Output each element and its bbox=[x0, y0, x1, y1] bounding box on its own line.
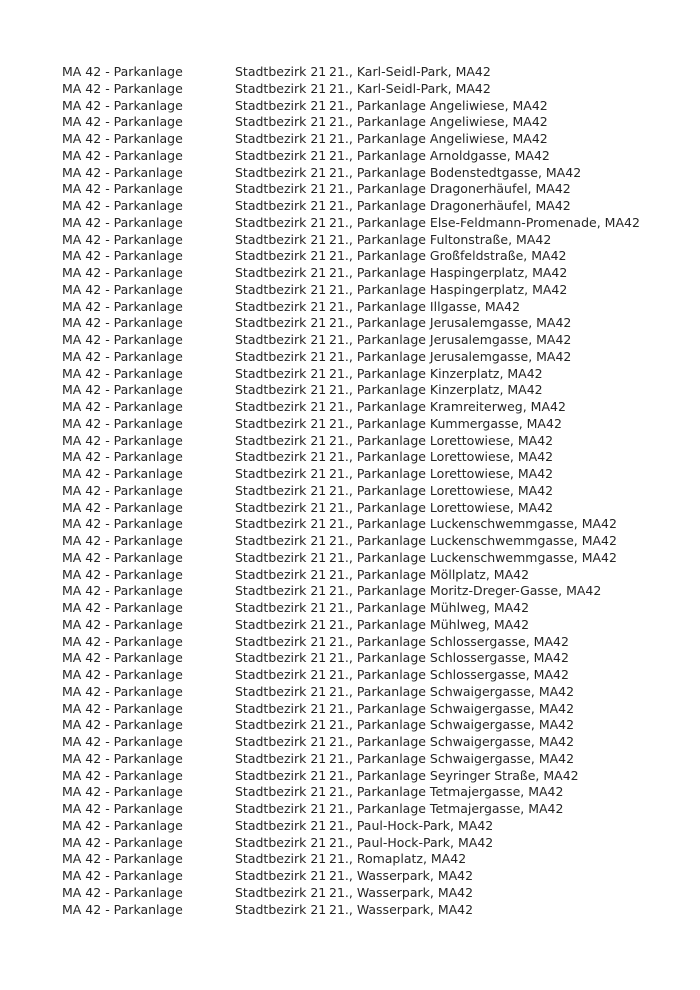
location-cell: 21., Parkanlage Mühlweg, MA42 bbox=[329, 600, 530, 615]
table-row bbox=[62, 165, 680, 182]
district-cell: Stadtbezirk 21 bbox=[235, 683, 327, 699]
table-row bbox=[62, 299, 680, 316]
table-row bbox=[62, 902, 680, 919]
department-cell: MA 42 - Parkanlage bbox=[62, 382, 183, 398]
district-cell: Stadtbezirk 21 bbox=[235, 533, 327, 548]
location-cell: 21., Wasserpark, MA42 bbox=[329, 868, 474, 883]
department-cell: MA 42 - Parkanlage bbox=[62, 901, 183, 917]
table-row bbox=[62, 768, 680, 785]
location-cell: 21., Parkanlage Schlossergasse, MA42 bbox=[329, 650, 569, 666]
table-row bbox=[62, 684, 680, 701]
district-cell: Stadtbezirk 21 bbox=[235, 482, 327, 498]
department-cell: MA 42 - Parkanlage bbox=[62, 131, 183, 146]
district-cell: Stadtbezirk 21 bbox=[235, 801, 327, 816]
department-cell: MA 42 - Parkanlage bbox=[62, 533, 183, 548]
department-cell: MA 42 - Parkanlage bbox=[62, 734, 183, 749]
location-cell: 21., Romaplatz, MA42 bbox=[329, 851, 467, 867]
district-cell: Stadtbezirk 21 bbox=[235, 281, 327, 297]
district-cell: Stadtbezirk 21 bbox=[235, 399, 327, 414]
district-cell: Stadtbezirk 21 bbox=[235, 198, 327, 213]
district-cell: Stadtbezirk 21 bbox=[235, 817, 327, 833]
district-cell: Stadtbezirk 21 bbox=[235, 147, 327, 163]
district-cell: Stadtbezirk 21 bbox=[235, 784, 327, 800]
department-cell: MA 42 - Parkanlage bbox=[62, 281, 183, 297]
department-cell: MA 42 - Parkanlage bbox=[62, 750, 183, 766]
table-row bbox=[62, 784, 680, 801]
location-cell: 21., Parkanlage Jerusalemgasse, MA42 bbox=[329, 348, 572, 364]
district-cell: Stadtbezirk 21 bbox=[235, 231, 327, 247]
location-cell: 21., Wasserpark, MA42 bbox=[329, 901, 474, 917]
department-cell: MA 42 - Parkanlage bbox=[62, 817, 183, 833]
district-cell: Stadtbezirk 21 bbox=[235, 97, 327, 113]
district-cell: Stadtbezirk 21 bbox=[235, 700, 327, 716]
table-row bbox=[62, 315, 680, 332]
district-cell: Stadtbezirk 21 bbox=[235, 265, 327, 280]
location-cell: 21., Parkanlage Tetmajergasse, MA42 bbox=[329, 784, 564, 800]
location-cell: 21., Parkanlage Arnoldgasse, MA42 bbox=[329, 147, 550, 163]
department-cell: MA 42 - Parkanlage bbox=[62, 147, 183, 163]
department-cell: MA 42 - Parkanlage bbox=[62, 683, 183, 699]
department-cell: MA 42 - Parkanlage bbox=[62, 348, 183, 364]
location-cell: 21., Parkanlage Moritz-Dreger-Gasse, MA42 bbox=[329, 583, 602, 599]
department-cell: MA 42 - Parkanlage bbox=[62, 97, 183, 113]
location-cell: 21., Parkanlage Luckenschwemmgasse, MA42 bbox=[329, 549, 617, 565]
location-cell: 21., Karl-Seidl-Park, MA42 bbox=[329, 64, 491, 79]
department-cell: MA 42 - Parkanlage bbox=[62, 231, 183, 247]
location-cell: 21., Parkanlage Haspingerplatz, MA42 bbox=[329, 265, 568, 280]
location-cell: 21., Parkanlage Dragonerhäufel, MA42 bbox=[329, 198, 571, 213]
location-cell: 21., Parkanlage Jerusalemgasse, MA42 bbox=[329, 315, 572, 331]
location-cell: 21., Parkanlage Großfeldstraße, MA42 bbox=[329, 248, 567, 264]
department-cell: MA 42 - Parkanlage bbox=[62, 114, 183, 130]
table-row bbox=[62, 198, 680, 215]
table-row bbox=[62, 885, 680, 902]
department-cell: MA 42 - Parkanlage bbox=[62, 667, 183, 682]
location-cell: 21., Parkanlage Fultonstraße, MA42 bbox=[329, 231, 552, 247]
table-row bbox=[62, 181, 680, 198]
department-cell: MA 42 - Parkanlage bbox=[62, 499, 183, 515]
table-row bbox=[62, 801, 680, 818]
department-cell: MA 42 - Parkanlage bbox=[62, 265, 183, 280]
table-row bbox=[62, 634, 680, 651]
department-cell: MA 42 - Parkanlage bbox=[62, 365, 183, 381]
department-cell: MA 42 - Parkanlage bbox=[62, 449, 183, 465]
location-cell: 21., Paul-Hock-Park, MA42 bbox=[329, 834, 494, 850]
location-cell: 21., Parkanlage Schlossergasse, MA42 bbox=[329, 633, 569, 649]
department-cell: MA 42 - Parkanlage bbox=[62, 717, 183, 733]
table-row bbox=[62, 500, 680, 517]
department-cell: MA 42 - Parkanlage bbox=[62, 482, 183, 498]
district-cell: Stadtbezirk 21 bbox=[235, 516, 327, 532]
table-row bbox=[62, 516, 680, 533]
department-cell: MA 42 - Parkanlage bbox=[62, 700, 183, 716]
district-cell: Stadtbezirk 21 bbox=[235, 583, 327, 599]
department-cell: MA 42 - Parkanlage bbox=[62, 583, 183, 599]
location-cell: 21., Parkanlage Lorettowiese, MA42 bbox=[329, 499, 554, 515]
department-cell: MA 42 - Parkanlage bbox=[62, 432, 183, 448]
district-cell: Stadtbezirk 21 bbox=[235, 332, 327, 347]
district-cell: Stadtbezirk 21 bbox=[235, 616, 327, 632]
district-cell: Stadtbezirk 21 bbox=[235, 750, 327, 766]
district-cell: Stadtbezirk 21 bbox=[235, 248, 327, 264]
location-cell: 21., Parkanlage Angeliwiese, MA42 bbox=[329, 131, 548, 146]
location-cell: 21., Parkanlage Lorettowiese, MA42 bbox=[329, 449, 554, 465]
location-cell: 21., Parkanlage Kinzerplatz, MA42 bbox=[329, 365, 543, 381]
district-cell: Stadtbezirk 21 bbox=[235, 650, 327, 666]
table-row bbox=[62, 98, 680, 115]
department-cell: MA 42 - Parkanlage bbox=[62, 650, 183, 666]
district-cell: Stadtbezirk 21 bbox=[235, 315, 327, 331]
district-cell: Stadtbezirk 21 bbox=[235, 549, 327, 565]
table-row bbox=[62, 650, 680, 667]
department-cell: MA 42 - Parkanlage bbox=[62, 851, 183, 867]
table-row bbox=[62, 332, 680, 349]
location-cell: 21., Parkanlage Angeliwiese, MA42 bbox=[329, 114, 548, 130]
district-cell: Stadtbezirk 21 bbox=[235, 734, 327, 749]
table-row bbox=[62, 868, 680, 885]
location-cell: 21., Parkanlage Schwaigergasse, MA42 bbox=[329, 700, 575, 716]
department-cell: MA 42 - Parkanlage bbox=[62, 566, 183, 582]
table-row bbox=[62, 349, 680, 366]
district-cell: Stadtbezirk 21 bbox=[235, 600, 327, 615]
department-cell: MA 42 - Parkanlage bbox=[62, 315, 183, 331]
table-row bbox=[62, 265, 680, 282]
table-row bbox=[62, 148, 680, 165]
district-cell: Stadtbezirk 21 bbox=[235, 365, 327, 381]
table-row bbox=[62, 550, 680, 567]
table-row bbox=[62, 382, 680, 399]
table-row bbox=[62, 433, 680, 450]
district-cell: Stadtbezirk 21 bbox=[235, 884, 327, 900]
table-row bbox=[62, 248, 680, 265]
table-row bbox=[62, 282, 680, 299]
table-row bbox=[62, 717, 680, 734]
location-cell: 21., Wasserpark, MA42 bbox=[329, 884, 474, 900]
location-cell: 21., Parkanlage Kramreiterweg, MA42 bbox=[329, 399, 566, 414]
department-cell: MA 42 - Parkanlage bbox=[62, 80, 183, 96]
location-cell: 21., Parkanlage Möllplatz, MA42 bbox=[329, 566, 530, 582]
location-cell: 21., Parkanlage Schlossergasse, MA42 bbox=[329, 667, 569, 682]
district-cell: Stadtbezirk 21 bbox=[235, 298, 327, 314]
district-cell: Stadtbezirk 21 bbox=[235, 868, 327, 883]
table-row bbox=[62, 851, 680, 868]
location-cell: 21., Parkanlage Kummergasse, MA42 bbox=[329, 415, 562, 431]
location-cell: 21., Parkanlage Angeliwiese, MA42 bbox=[329, 97, 548, 113]
department-cell: MA 42 - Parkanlage bbox=[62, 198, 183, 213]
table-row bbox=[62, 449, 680, 466]
location-cell: 21., Karl-Seidl-Park, MA42 bbox=[329, 80, 491, 96]
table-row bbox=[62, 567, 680, 584]
location-cell: 21., Paul-Hock-Park, MA42 bbox=[329, 817, 494, 833]
location-cell: 21., Parkanlage Mühlweg, MA42 bbox=[329, 616, 530, 632]
district-cell: Stadtbezirk 21 bbox=[235, 449, 327, 465]
location-cell: 21., Parkanlage Jerusalemgasse, MA42 bbox=[329, 332, 572, 347]
department-cell: MA 42 - Parkanlage bbox=[62, 549, 183, 565]
table-row bbox=[62, 751, 680, 768]
table-row bbox=[62, 533, 680, 550]
table-row bbox=[62, 667, 680, 684]
department-cell: MA 42 - Parkanlage bbox=[62, 214, 183, 230]
location-cell: 21., Parkanlage Lorettowiese, MA42 bbox=[329, 482, 554, 498]
department-cell: MA 42 - Parkanlage bbox=[62, 248, 183, 264]
district-cell: Stadtbezirk 21 bbox=[235, 717, 327, 733]
district-cell: Stadtbezirk 21 bbox=[235, 64, 327, 79]
table-row bbox=[62, 600, 680, 617]
location-cell: 21., Parkanlage Illgasse, MA42 bbox=[329, 298, 521, 314]
department-cell: MA 42 - Parkanlage bbox=[62, 181, 183, 197]
district-cell: Stadtbezirk 21 bbox=[235, 131, 327, 146]
table-row bbox=[62, 64, 680, 81]
table-row bbox=[62, 835, 680, 852]
district-cell: Stadtbezirk 21 bbox=[235, 834, 327, 850]
table-row bbox=[62, 483, 680, 500]
district-cell: Stadtbezirk 21 bbox=[235, 432, 327, 448]
department-cell: MA 42 - Parkanlage bbox=[62, 884, 183, 900]
department-cell: MA 42 - Parkanlage bbox=[62, 600, 183, 615]
table-row bbox=[62, 215, 680, 232]
location-cell: 21., Parkanlage Bodenstedtgasse, MA42 bbox=[329, 164, 582, 180]
location-cell: 21., Parkanlage Dragonerhäufel, MA42 bbox=[329, 181, 571, 197]
department-cell: MA 42 - Parkanlage bbox=[62, 298, 183, 314]
district-cell: Stadtbezirk 21 bbox=[235, 214, 327, 230]
table-row bbox=[62, 818, 680, 835]
district-cell: Stadtbezirk 21 bbox=[235, 901, 327, 917]
table-row bbox=[62, 114, 680, 131]
table-row bbox=[62, 131, 680, 148]
location-cell: 21., Parkanlage Haspingerplatz, MA42 bbox=[329, 281, 568, 297]
department-cell: MA 42 - Parkanlage bbox=[62, 834, 183, 850]
department-cell: MA 42 - Parkanlage bbox=[62, 332, 183, 347]
location-cell: 21., Parkanlage Schwaigergasse, MA42 bbox=[329, 734, 575, 749]
location-cell: 21., Parkanlage Schwaigergasse, MA42 bbox=[329, 683, 575, 699]
table-row bbox=[62, 366, 680, 383]
department-cell: MA 42 - Parkanlage bbox=[62, 516, 183, 532]
table-row bbox=[62, 466, 680, 483]
district-cell: Stadtbezirk 21 bbox=[235, 466, 327, 481]
location-cell: 21., Parkanlage Seyringer Straße, MA42 bbox=[329, 767, 579, 783]
table-row bbox=[62, 416, 680, 433]
department-cell: MA 42 - Parkanlage bbox=[62, 767, 183, 783]
location-cell: 21., Parkanlage Lorettowiese, MA42 bbox=[329, 466, 554, 481]
table-row bbox=[62, 399, 680, 416]
location-cell: 21., Parkanlage Lorettowiese, MA42 bbox=[329, 432, 554, 448]
department-cell: MA 42 - Parkanlage bbox=[62, 466, 183, 481]
district-cell: Stadtbezirk 21 bbox=[235, 382, 327, 398]
district-cell: Stadtbezirk 21 bbox=[235, 181, 327, 197]
department-cell: MA 42 - Parkanlage bbox=[62, 64, 183, 79]
location-cell: 21., Parkanlage Schwaigergasse, MA42 bbox=[329, 750, 575, 766]
department-cell: MA 42 - Parkanlage bbox=[62, 868, 183, 883]
location-cell: 21., Parkanlage Tetmajergasse, MA42 bbox=[329, 801, 564, 816]
table-row bbox=[62, 617, 680, 634]
district-cell: Stadtbezirk 21 bbox=[235, 767, 327, 783]
district-cell: Stadtbezirk 21 bbox=[235, 348, 327, 364]
location-cell: 21., Parkanlage Luckenschwemmgasse, MA42 bbox=[329, 516, 617, 532]
department-cell: MA 42 - Parkanlage bbox=[62, 616, 183, 632]
table-row bbox=[62, 583, 680, 600]
district-cell: Stadtbezirk 21 bbox=[235, 633, 327, 649]
location-cell: 21., Parkanlage Schwaigergasse, MA42 bbox=[329, 717, 575, 733]
district-cell: Stadtbezirk 21 bbox=[235, 566, 327, 582]
district-cell: Stadtbezirk 21 bbox=[235, 667, 327, 682]
district-cell: Stadtbezirk 21 bbox=[235, 851, 327, 867]
table-row bbox=[62, 232, 680, 249]
department-cell: MA 42 - Parkanlage bbox=[62, 399, 183, 414]
district-cell: Stadtbezirk 21 bbox=[235, 164, 327, 180]
table-row bbox=[62, 734, 680, 751]
district-cell: Stadtbezirk 21 bbox=[235, 415, 327, 431]
table-row bbox=[62, 701, 680, 718]
district-cell: Stadtbezirk 21 bbox=[235, 80, 327, 96]
district-cell: Stadtbezirk 21 bbox=[235, 499, 327, 515]
department-cell: MA 42 - Parkanlage bbox=[62, 784, 183, 800]
location-cell: 21., Parkanlage Luckenschwemmgasse, MA42 bbox=[329, 533, 617, 548]
location-cell: 21., Parkanlage Else-Feldmann-Promenade, MA42 bbox=[329, 214, 640, 230]
park-list bbox=[62, 64, 680, 918]
department-cell: MA 42 - Parkanlage bbox=[62, 164, 183, 180]
table-row bbox=[62, 81, 680, 98]
department-cell: MA 42 - Parkanlage bbox=[62, 415, 183, 431]
department-cell: MA 42 - Parkanlage bbox=[62, 801, 183, 816]
location-cell: 21., Parkanlage Kinzerplatz, MA42 bbox=[329, 382, 543, 398]
district-cell: Stadtbezirk 21 bbox=[235, 114, 327, 130]
department-cell: MA 42 - Parkanlage bbox=[62, 633, 183, 649]
